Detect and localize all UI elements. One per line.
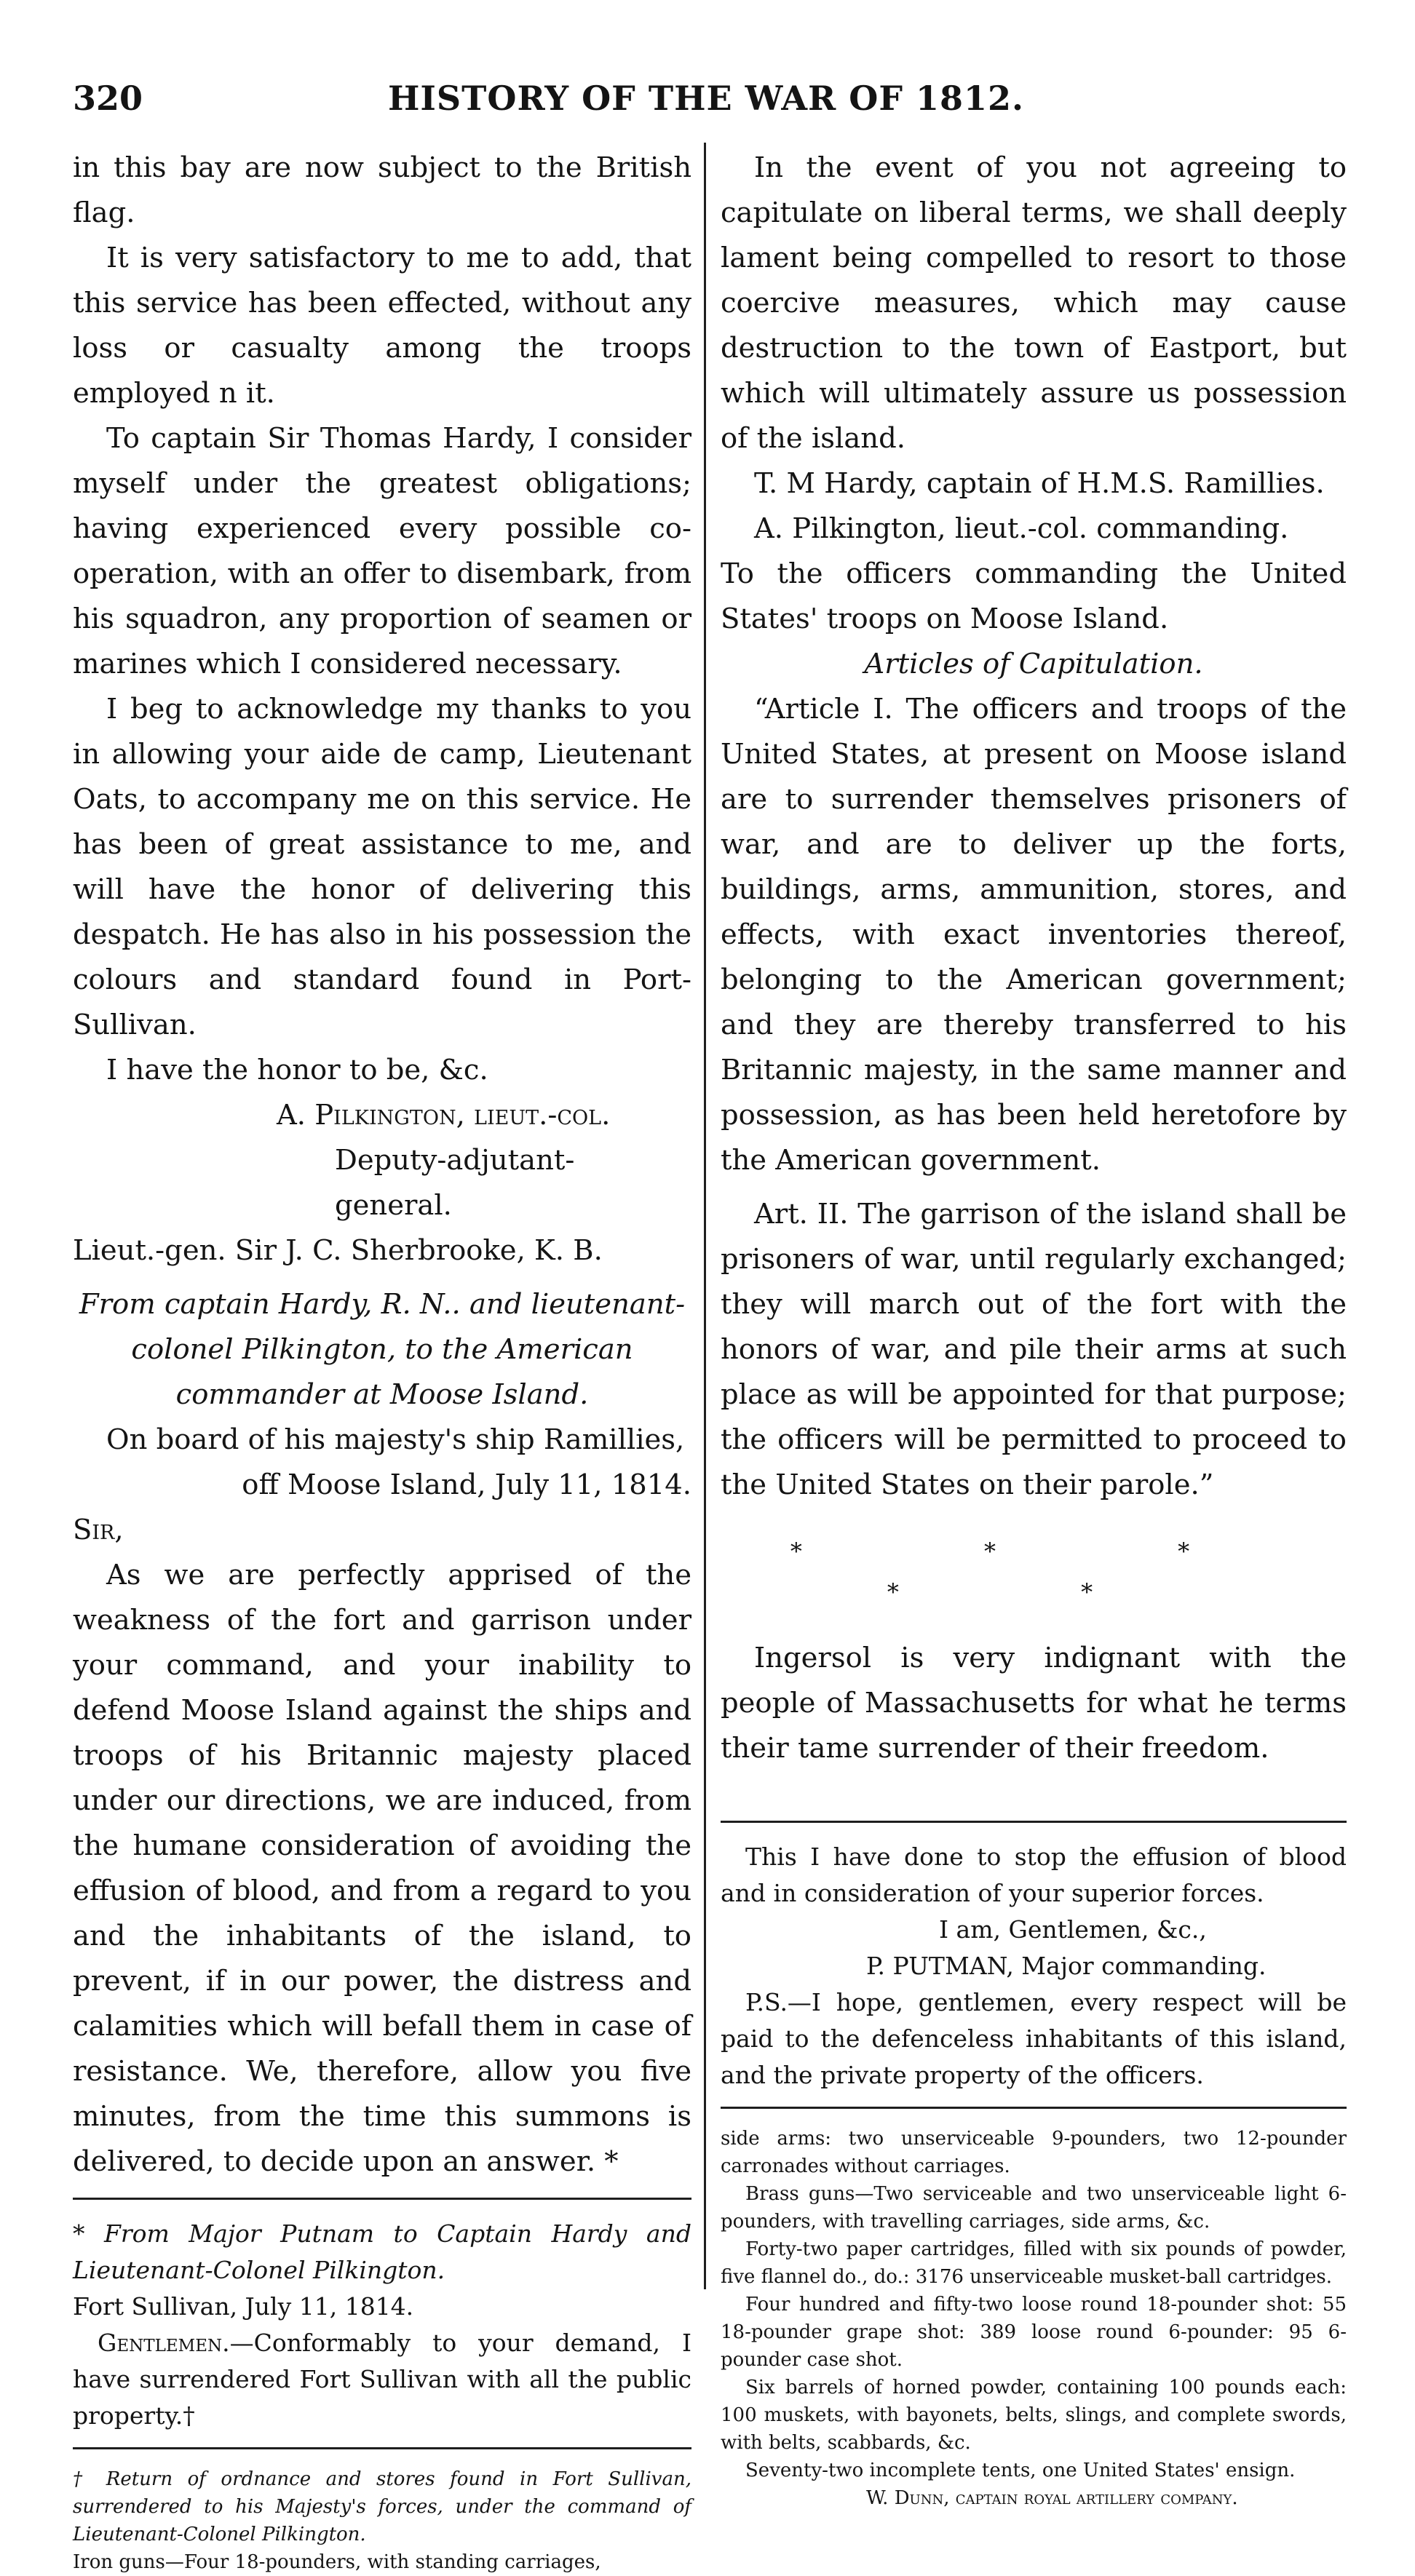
right-signature-2: A. Pilkington, lieut.-col. commanding. bbox=[754, 512, 1289, 545]
running-title: HISTORY OF THE WAR OF 1812. bbox=[387, 79, 1025, 118]
letter-closing: I have the honor to be, &c. bbox=[106, 1054, 488, 1086]
dateline-1: On board of his majesty's ship Ramillies, bbox=[106, 1423, 685, 1456]
footnote-cont-ps: P.S.—I hope, gentlemen, every respect will be paid to the defenceless inhabitants of this island, and the private property of the officers. bbox=[721, 1988, 1347, 2089]
right-paragraph-1: In the event of you not agreeing to capitulate on liberal terms, we shall deeply lament being compelled to resort to those coercive measures, which may cause destruction to the town of Eastport, but which will ultimately assure us possession of the island. bbox=[721, 151, 1347, 455]
ingersol-paragraph: Ingersol is very indignant with the people of Massachusetts for what he terms their tame surrender of their freedom. bbox=[721, 1642, 1347, 1765]
dateline-2: off Moose Island, July 11, 1814. bbox=[242, 1468, 691, 1501]
articles-heading: Articles of Capitulation. bbox=[864, 648, 1203, 680]
return-tents: Seventy-two incomplete tents, one United States' ensign. bbox=[745, 2460, 1296, 2481]
right-addressee: To the officers commanding the United States' troops on Moose Island. bbox=[721, 557, 1347, 635]
footnote-dagger-iron: Iron guns—Four 18-pounders, with standing carriages, bbox=[73, 2551, 601, 2573]
column-divider bbox=[704, 143, 706, 2289]
signature-title: Deputy-adjutant-general. bbox=[335, 1144, 575, 1222]
footnote-cont-paragraph: This I have done to stop the effusion of blood and in consideration of your superior forces. bbox=[721, 1842, 1347, 1907]
left-column bbox=[73, 146, 691, 2576]
left-paragraph-2: It is very satisfactory to me to add, that this service has been effected, without any loss or casualty among the troops employed n it. bbox=[73, 242, 691, 410]
return-powder: Six barrels of horned powder, containing 100 pounds each: 100 muskets, with bayonets, belts, slings, and complete swords, with belts, scabbards, &c. bbox=[721, 2377, 1347, 2454]
asterism: * * * * * bbox=[790, 1538, 1277, 1606]
return-brass-guns: Brass guns—Two serviceable and two unserviceable light 6-pounders, with travelling carriages, side arms, &c. bbox=[721, 2183, 1347, 2233]
page-number: 320 bbox=[73, 79, 143, 118]
right-column bbox=[721, 146, 1347, 2512]
salutation: Sir, bbox=[73, 1514, 124, 1546]
footnote-star-heading: * From Major Putnam to Captain Hardy and Lieutenant-Colonel Pilkington. bbox=[73, 2219, 691, 2284]
footnote-dagger-heading: † Return of ordnance and stores found in Fort Sullivan, surrendered to his Majesty's forces, under the command of Lieutenant-Colonel Pilkington. bbox=[73, 2468, 691, 2545]
footnote-cont-closing: I am, Gentlemen, &c., bbox=[939, 1915, 1207, 1944]
summons-paragraph: As we are perfectly apprised of the weakness of the fort and garrison under your command, and your inability to defend Moose Island against the ships and troops of his Britannic majesty placed under our directions, we are induced, from the humane consideration of avoiding the effusion of blood, and from a regard to you and the inhabitants of the island, to prevent, if in our power, the distress and calamities which will befall them in case of resistance. We, therefore, allow you five minutes, from the time this summons is delivered, to decide upon an answer. * bbox=[73, 1559, 691, 2178]
footnote-star-text: —Conformably to your demand, I have surrendered Fort Sullivan with all the public property.† bbox=[73, 2329, 691, 2430]
footnote-rule bbox=[73, 2198, 691, 2200]
article-2: Art. II. The garrison of the island shall be prisoners of war, until regularly exchanged; they will march out of the fort with the honors of war, and pile their arms at such place as will be appointed for that purpose; the officers will be permitted to proceed to the United States on their parole.” bbox=[721, 1198, 1347, 1501]
return-cartridges: Forty-two paper cartridges, filled with six pounds of powder, five flannel do., do.: 3176 unserviceable musket-ball cartridges. bbox=[721, 2238, 1347, 2288]
right-return-rule bbox=[721, 2107, 1347, 2109]
footnote-star-dateline: Fort Sullivan, July 11, 1814. bbox=[73, 2292, 414, 2321]
footnote-cont-signature: P. PUTMAN, Major commanding. bbox=[866, 1952, 1267, 1980]
signature-name: A. Pilkington, lieut.-col. bbox=[277, 1099, 611, 1132]
left-paragraph-1: in this bay are now subject to the British flag. bbox=[73, 151, 691, 229]
footnote-star-salutation: Gentlemen. bbox=[98, 2329, 230, 2357]
left-paragraph-3: To captain Sir Thomas Hardy, I consider myself under the greatest obligations; having experienced every possible co-operation, with an offer to disembark, from his squadron, any proportion of seamen or marines which I considered necessary. bbox=[73, 422, 691, 680]
page-header bbox=[73, 79, 1339, 137]
return-shot: Four hundred and fifty-two loose round 18-pounder shot: 55 18-pounder grape shot: 389 loose round 6-pounder: 95 6-pounder case shot. bbox=[721, 2294, 1347, 2371]
article-1: “Article I. The officers and troops of the United States, at present on Moose island are to surrender themselves prisoners of war, and are to deliver up the forts, buildings, arms, ammunition, stores, and effects, with exact inventories thereof, belonging to the American government; and they are thereby transferred to his Britannic majesty, in the same manner and possession, as has been held heretofore by the American government. bbox=[721, 693, 1347, 1177]
footnote-star-body bbox=[73, 2325, 691, 2434]
return-signature: W. Dunn, captain royal artillery company. bbox=[866, 2487, 1238, 2509]
return-side-arms: side arms: two unserviceable 9-pounders, two 12-pounder carronades without carriages. bbox=[721, 2128, 1347, 2177]
footnote-rule-2 bbox=[73, 2447, 691, 2449]
right-signature-1: T. M Hardy, captain of H.M.S. Ramillies. bbox=[754, 467, 1325, 500]
section-heading: From captain Hardy, R. N.. and lieutenant-colonel Pilkington, to the American commander at Moose Island. bbox=[79, 1288, 686, 1411]
left-paragraph-4: I beg to acknowledge my thanks to you in allowing your aide de camp, Lieutenant Oats, to accompany me on this service. He has been of great assistance to me, and will have the honor of delivering this despatch. He has also in his possession the colours and standard found in Port-Sullivan. bbox=[73, 693, 691, 1041]
right-footnote-rule bbox=[721, 1821, 1347, 1823]
addressee: Lieut.-gen. Sir J. C. Sherbrooke, K. B. bbox=[73, 1234, 603, 1267]
